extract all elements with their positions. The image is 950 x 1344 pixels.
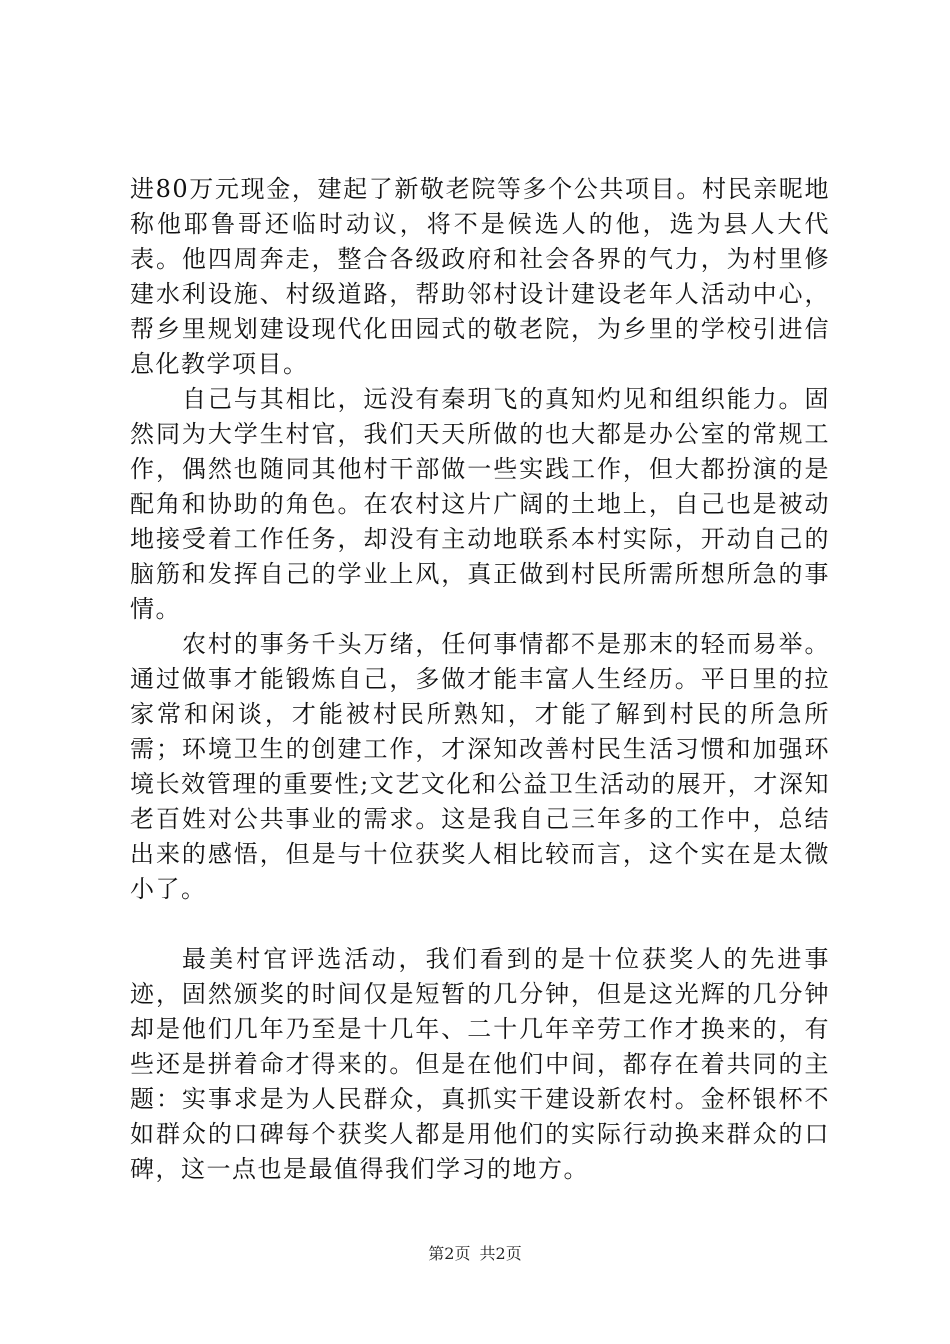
paragraph-4: 最美村官评选活动，我们看到的是十位获奖人的先进事迹，固然颁奖的时间仅是短暂的几分钟，但是这光辉的几分钟却是他们几年乃至是十几年、二十几年辛劳工作才换来的，有些还是拼着命才得来的。但是在他们中间，都存在着共同的主题：实事求是为人民群众，真抓实干建设新农村。金杯银杯不如群众的口碑每个获奖人都是用他们的实际行动换来群众的口碑，这一点也是最值得我们学习的地方。 (130, 945, 830, 1183)
page-total: 共2页 (479, 1244, 522, 1263)
page-number: 第2页 (428, 1244, 471, 1263)
document-body (130, 172, 830, 1187)
paragraph-2: 自己与其相比，远没有秦玥飞的真知灼见和组织能力。固然同为大学生村官，我们天天所做的也大都是办公室的常规工作，偶然也随同其他村干部做一些实践工作，但大都扮演的是配角和协助的角色。在农村这片广阔的土地上，自己也是被动地接受着工作任务，却没有主动地联系本村实际，开动自己的脑筋和发挥自己的学业上风，真正做到村民所需所想所急的事情。 (130, 385, 830, 623)
page-footer (0, 1244, 950, 1264)
paragraph-spacer (130, 907, 830, 942)
paragraph-1: 进80万元现金，建起了新敬老院等多个公共项目。村民亲昵地称他耶鲁哥还临时动议，将不是候选人的他，选为县人大代表。他四周奔走，整合各级政府和社会各界的气力，为村里修建水利设施、村级道路，帮助邻村设计建设老年人活动中心，帮乡里规划建设现代化田园式的敬老院，为乡里的学校引进信息化教学项目。 (130, 175, 830, 378)
paragraph-3: 农村的事务千头万绪，任何事情都不是那末的轻而易举。通过做事才能锻炼自己，多做才能丰富人生经历。平日里的拉家常和闲谈，才能被村民所熟知，才能了解到村民的所急所需；环境卫生的创建工作，才深知改善村民生活习惯和加强环境长效管理的重要性;文艺文化和公益卫生活动的展开，才深知老百姓对公共事业的需求。这是我自己三年多的工作中，总结出来的感悟，但是与十位获奖人相比较而言，这个实在是太微小了。 (130, 630, 830, 903)
